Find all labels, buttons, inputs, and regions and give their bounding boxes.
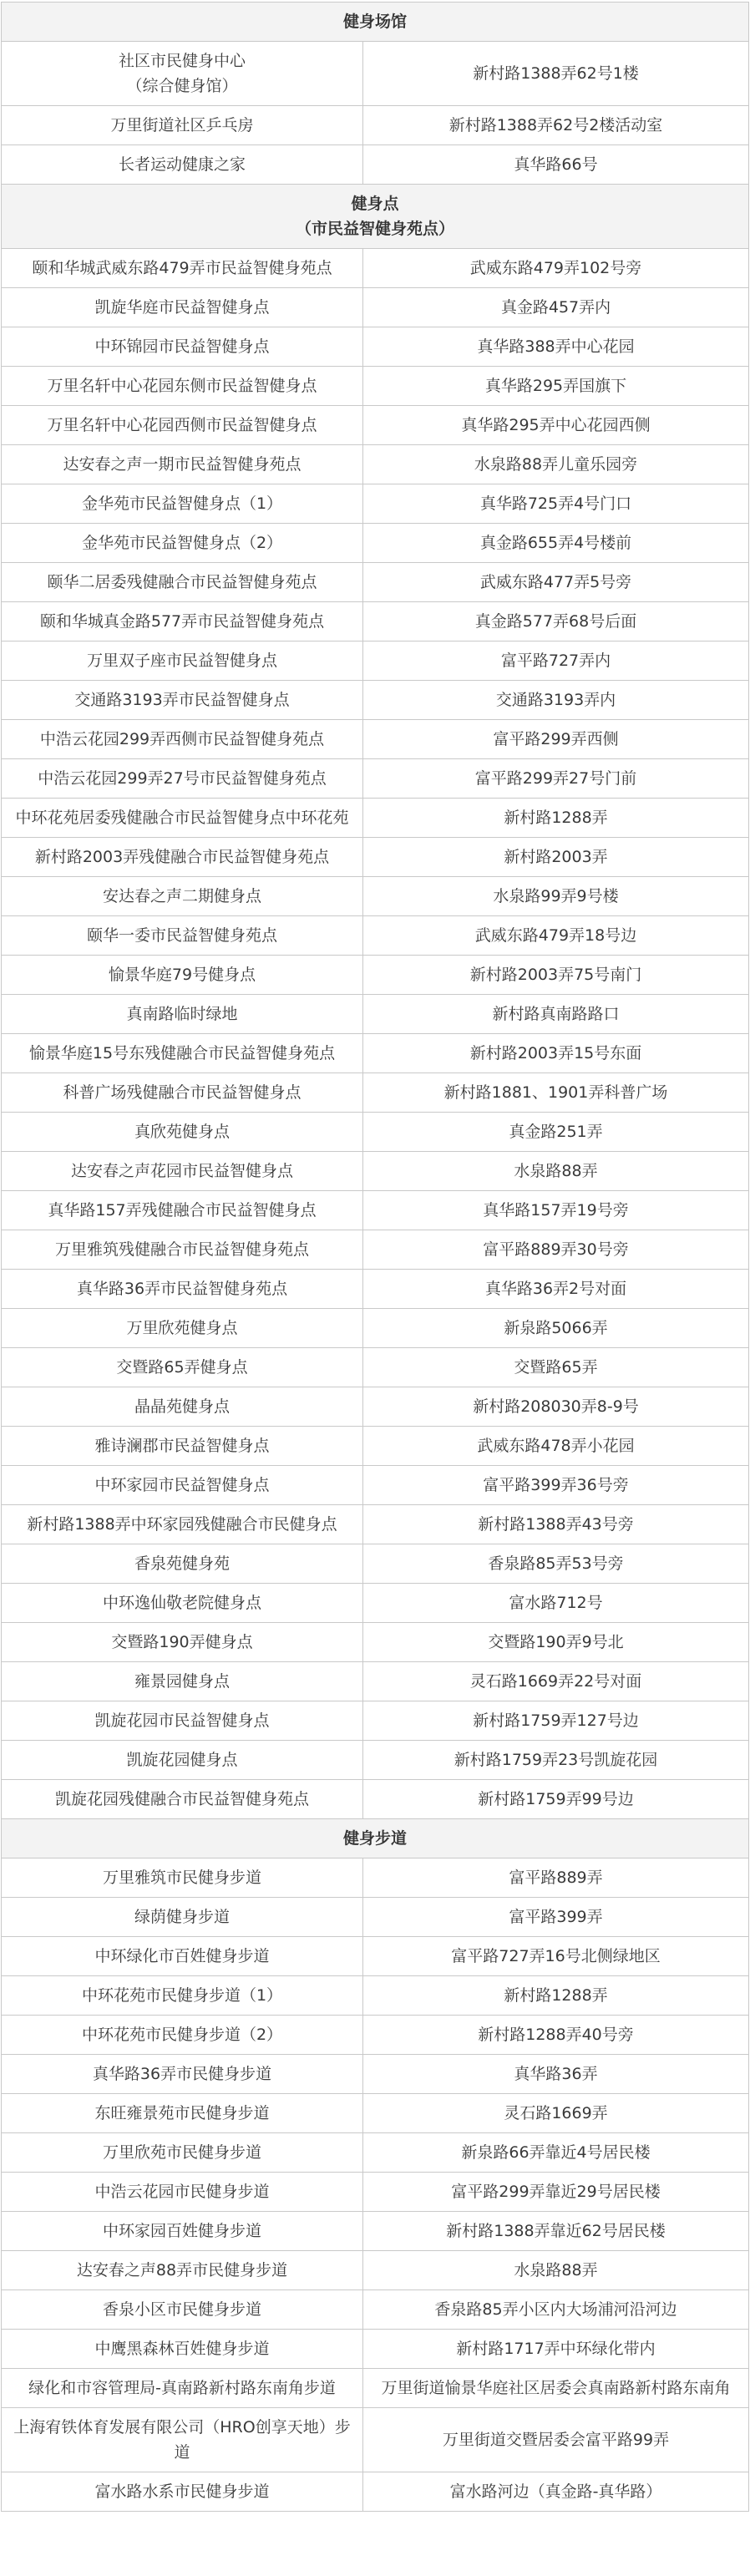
- table-row: [2, 249, 749, 288]
- facility-address: 真华路388弄中心花园: [363, 327, 749, 367]
- facility-table-body: [2, 3, 749, 2512]
- facility-address: 真金路655弄4号楼前: [363, 524, 749, 563]
- table-row: [2, 2016, 749, 2055]
- facility-address: 新村路真南路路口: [363, 995, 749, 1034]
- facility-name: 真南路临时绿地: [2, 995, 363, 1034]
- facility-name: 中环锦园市民益智健身点: [2, 327, 363, 367]
- facility-name: 新村路1388弄中环家园残健融合市民健身点: [2, 1505, 363, 1544]
- table-row: [2, 681, 749, 720]
- facility-address: 真华路66号: [363, 145, 749, 185]
- facility-address: 真华路295弄国旗下: [363, 367, 749, 406]
- facility-address: 新泉路5066弄: [363, 1309, 749, 1348]
- section-title: 健身点 （市民益智健身苑点）: [2, 185, 749, 249]
- facility-address: 灵石路1669弄: [363, 2094, 749, 2133]
- facility-address: 富平路399弄36号旁: [363, 1466, 749, 1505]
- facility-address: 新村路2003弄: [363, 838, 749, 877]
- table-row: [2, 1309, 749, 1348]
- facility-address: 香泉路85弄53号旁: [363, 1544, 749, 1584]
- table-row: [2, 2212, 749, 2251]
- table-row: [2, 2055, 749, 2094]
- facility-address: 新村路1388弄62号2楼活动室: [363, 106, 749, 145]
- table-row: [2, 877, 749, 916]
- facility-address: 新村路1759弄99号边: [363, 1780, 749, 1819]
- facility-name: 万里雅筑残健融合市民益智健身苑点: [2, 1230, 363, 1270]
- facility-name: 凯旋华庭市民益智健身点: [2, 288, 363, 327]
- facility-address: 新村路1288弄40号旁: [363, 2016, 749, 2055]
- facility-address: 水泉路88弄: [363, 2251, 749, 2290]
- facility-address: 香泉路85弄小区内大场浦河沿河边: [363, 2290, 749, 2330]
- table-row: [2, 602, 749, 641]
- facility-name: 绿荫健身步道: [2, 1898, 363, 1937]
- facility-address: 富平路727弄16号北侧绿地区: [363, 1937, 749, 1976]
- table-row: [2, 445, 749, 484]
- section-header: [2, 3, 749, 42]
- table-row: [2, 1191, 749, 1230]
- table-row: [2, 759, 749, 799]
- table-row: [2, 2330, 749, 2369]
- facility-name: 达安春之声88弄市民健身步道: [2, 2251, 363, 2290]
- facility-name: 长者运动健康之家: [2, 145, 363, 185]
- table-row: [2, 1858, 749, 1898]
- facility-address: 富平路299弄西侧: [363, 720, 749, 759]
- table-row: [2, 799, 749, 838]
- table-row: [2, 106, 749, 145]
- facility-address: 真金路251弄: [363, 1113, 749, 1152]
- facility-name: 中环逸仙敬老院健身点: [2, 1584, 363, 1623]
- facility-name: 凯旋花园残健融合市民益智健身苑点: [2, 1780, 363, 1819]
- facility-address: 新村路1288弄: [363, 799, 749, 838]
- facility-address: 富平路889弄30号旁: [363, 1230, 749, 1270]
- facility-address: 武威东路477弄5号旁: [363, 563, 749, 602]
- facility-address: 真华路295弄中心花园西侧: [363, 406, 749, 445]
- table-row: [2, 1701, 749, 1741]
- facility-name: 中环绿化市百姓健身步道: [2, 1937, 363, 1976]
- table-row: [2, 145, 749, 185]
- table-row: [2, 1348, 749, 1387]
- facility-address: 武威东路479弄18号边: [363, 916, 749, 956]
- facility-name: 万里欣苑健身点: [2, 1309, 363, 1348]
- table-row: [2, 1073, 749, 1113]
- table-row: [2, 2290, 749, 2330]
- table-row: [2, 916, 749, 956]
- facility-address: 水泉路99弄9号楼: [363, 877, 749, 916]
- facility-address: 交通路3193弄内: [363, 681, 749, 720]
- facility-address: 真金路457弄内: [363, 288, 749, 327]
- facility-name: 万里双子座市民益智健身点: [2, 641, 363, 681]
- table-row: [2, 1152, 749, 1191]
- section-header: [2, 1819, 749, 1858]
- facility-address: 新村路1881、1901弄科普广场: [363, 1073, 749, 1113]
- facility-address: 富平路299弄27号门前: [363, 759, 749, 799]
- facility-name: 万里名轩中心花园东侧市民益智健身点: [2, 367, 363, 406]
- facility-name: 颐和华城武威东路479弄市民益智健身苑点: [2, 249, 363, 288]
- table-row: [2, 1230, 749, 1270]
- facility-name: 中环花苑市民健身步道（1）: [2, 1976, 363, 2016]
- facility-name: 富水路水系市民健身步道: [2, 2472, 363, 2512]
- table-row: [2, 1976, 749, 2016]
- facility-address: 水泉路88弄儿童乐园旁: [363, 445, 749, 484]
- facility-address: 新村路2003弄75号南门: [363, 956, 749, 995]
- table-row: [2, 995, 749, 1034]
- table-row: [2, 1505, 749, 1544]
- facility-address: 真华路36弄2号对面: [363, 1270, 749, 1309]
- facility-address: 新村路1759弄127号边: [363, 1701, 749, 1741]
- table-row: [2, 367, 749, 406]
- table-row: [2, 42, 749, 106]
- facility-address: 新村路208030弄8-9号: [363, 1387, 749, 1427]
- facility-name: 雍景园健身点: [2, 1662, 363, 1701]
- facility-name: 万里雅筑市民健身步道: [2, 1858, 363, 1898]
- facility-address: 新村路2003弄15号东面: [363, 1034, 749, 1073]
- table-row: [2, 2094, 749, 2133]
- facility-name: 晶晶苑健身点: [2, 1387, 363, 1427]
- facility-address: 新村路1717弄中环绿化带内: [363, 2330, 749, 2369]
- table-row: [2, 1113, 749, 1152]
- table-row: [2, 1544, 749, 1584]
- facility-address: 富平路399弄: [363, 1898, 749, 1937]
- facility-name: 中浩云花园299弄27号市民益智健身苑点: [2, 759, 363, 799]
- section-title: 健身场馆: [2, 3, 749, 42]
- table-row: [2, 1034, 749, 1073]
- table-row: [2, 641, 749, 681]
- facility-address: 交暨路190弄9号北: [363, 1623, 749, 1662]
- facility-name: 中环花苑居委残健融合市民益智健身点中环花苑: [2, 799, 363, 838]
- table-row: [2, 2369, 749, 2408]
- facility-address: 富平路889弄: [363, 1858, 749, 1898]
- facility-name: 万里名轩中心花园西侧市民益智健身点: [2, 406, 363, 445]
- facility-name: 达安春之声花园市民益智健身点: [2, 1152, 363, 1191]
- facility-address: 真华路157弄19号旁: [363, 1191, 749, 1230]
- facility-name: 中浩云花园299弄西侧市民益智健身苑点: [2, 720, 363, 759]
- table-row: [2, 1623, 749, 1662]
- table-row: [2, 1270, 749, 1309]
- facility-name: 真欣苑健身点: [2, 1113, 363, 1152]
- facility-address: 富水路712号: [363, 1584, 749, 1623]
- facility-name: 金华苑市民益智健身点（2）: [2, 524, 363, 563]
- facility-name: 金华苑市民益智健身点（1）: [2, 484, 363, 524]
- facility-name: 颐和华城真金路577弄市民益智健身苑点: [2, 602, 363, 641]
- table-row: [2, 327, 749, 367]
- table-row: [2, 563, 749, 602]
- facility-name: 交暨路65弄健身点: [2, 1348, 363, 1387]
- section-header: [2, 185, 749, 249]
- table-row: [2, 2472, 749, 2512]
- table-row: [2, 720, 749, 759]
- facility-name: 中环家园市民益智健身点: [2, 1466, 363, 1505]
- facility-address: 新村路1388弄43号旁: [363, 1505, 749, 1544]
- table-row: [2, 1427, 749, 1466]
- facility-address: 真华路36弄: [363, 2055, 749, 2094]
- facility-address: 新村路1759弄23号凯旋花园: [363, 1741, 749, 1780]
- table-row: [2, 1780, 749, 1819]
- facility-name: 上海宥铁体育发展有限公司（HRO创享天地）步道: [2, 2408, 363, 2472]
- facility-name: 东旺雍景苑市民健身步道: [2, 2094, 363, 2133]
- table-row: [2, 1387, 749, 1427]
- facility-address: 水泉路88弄: [363, 1152, 749, 1191]
- facility-name: 中环花苑市民健身步道（2）: [2, 2016, 363, 2055]
- facility-name: 新村路2003弄残健融合市民益智健身苑点: [2, 838, 363, 877]
- facility-address: 真金路577弄68号后面: [363, 602, 749, 641]
- facility-name: 香泉小区市民健身步道: [2, 2290, 363, 2330]
- facility-address: 富平路727弄内: [363, 641, 749, 681]
- facility-address: 新泉路66弄靠近4号居民楼: [363, 2133, 749, 2173]
- section-title: 健身步道: [2, 1819, 749, 1858]
- table-row: [2, 1662, 749, 1701]
- facility-name: 真华路36弄市民健身步道: [2, 2055, 363, 2094]
- facility-address: 新村路1388弄62号1楼: [363, 42, 749, 106]
- table-row: [2, 2251, 749, 2290]
- facility-name: 万里街道社区乒乓房: [2, 106, 363, 145]
- facility-name: 颐华二居委残健融合市民益智健身苑点: [2, 563, 363, 602]
- table-row: [2, 1466, 749, 1505]
- facility-name: 安达春之声二期健身点: [2, 877, 363, 916]
- table-row: [2, 524, 749, 563]
- facility-name: 交暨路190弄健身点: [2, 1623, 363, 1662]
- table-row: [2, 406, 749, 445]
- facility-name: 中鹰黑森林百姓健身步道: [2, 2330, 363, 2369]
- table-row: [2, 1937, 749, 1976]
- facility-name: 中环家园百姓健身步道: [2, 2212, 363, 2251]
- facility-name: 愉景华庭79号健身点: [2, 956, 363, 995]
- table-row: [2, 2133, 749, 2173]
- table-row: [2, 1584, 749, 1623]
- table-row: [2, 838, 749, 877]
- facility-address: 万里街道交暨居委会富平路99弄: [363, 2408, 749, 2472]
- facility-name: 绿化和市容管理局-真南路新村路东南角步道: [2, 2369, 363, 2408]
- table-row: [2, 288, 749, 327]
- table-row: [2, 1898, 749, 1937]
- facility-address: 新村路1388弄靠近62号居民楼: [363, 2212, 749, 2251]
- facility-name: 万里欣苑市民健身步道: [2, 2133, 363, 2173]
- facility-address: 新村路1288弄: [363, 1976, 749, 2016]
- facility-address: 灵石路1669弄22号对面: [363, 1662, 749, 1701]
- facility-address: 武威东路479弄102号旁: [363, 249, 749, 288]
- facility-name: 颐华一委市民益智健身苑点: [2, 916, 363, 956]
- facility-name: 真华路157弄残健融合市民益智健身点: [2, 1191, 363, 1230]
- facility-address: 富平路299弄靠近29号居民楼: [363, 2173, 749, 2212]
- facility-address: 真华路725弄4号门口: [363, 484, 749, 524]
- table-row: [2, 484, 749, 524]
- facility-address: 富水路河边（真金路-真华路）: [363, 2472, 749, 2512]
- facility-table: [1, 2, 749, 2512]
- facility-name: 愉景华庭15号东残健融合市民益智健身苑点: [2, 1034, 363, 1073]
- facility-name: 香泉苑健身苑: [2, 1544, 363, 1584]
- facility-name: 社区市民健身中心 （综合健身馆）: [2, 42, 363, 106]
- facility-name: 凯旋花园健身点: [2, 1741, 363, 1780]
- table-row: [2, 2408, 749, 2472]
- facility-name: 达安春之声一期市民益智健身苑点: [2, 445, 363, 484]
- facility-address: 万里街道愉景华庭社区居委会真南路新村路东南角: [363, 2369, 749, 2408]
- table-row: [2, 2173, 749, 2212]
- facility-address: 武威东路478弄小花园: [363, 1427, 749, 1466]
- facility-name: 真华路36弄市民益智健身苑点: [2, 1270, 363, 1309]
- facility-name: 科普广场残健融合市民益智健身点: [2, 1073, 363, 1113]
- table-row: [2, 1741, 749, 1780]
- facility-name: 交通路3193弄市民益智健身点: [2, 681, 363, 720]
- table-row: [2, 956, 749, 995]
- facility-name: 凯旋花园市民益智健身点: [2, 1701, 363, 1741]
- facility-address: 交暨路65弄: [363, 1348, 749, 1387]
- facility-name: 雅诗澜郡市民益智健身点: [2, 1427, 363, 1466]
- facility-name: 中浩云花园市民健身步道: [2, 2173, 363, 2212]
